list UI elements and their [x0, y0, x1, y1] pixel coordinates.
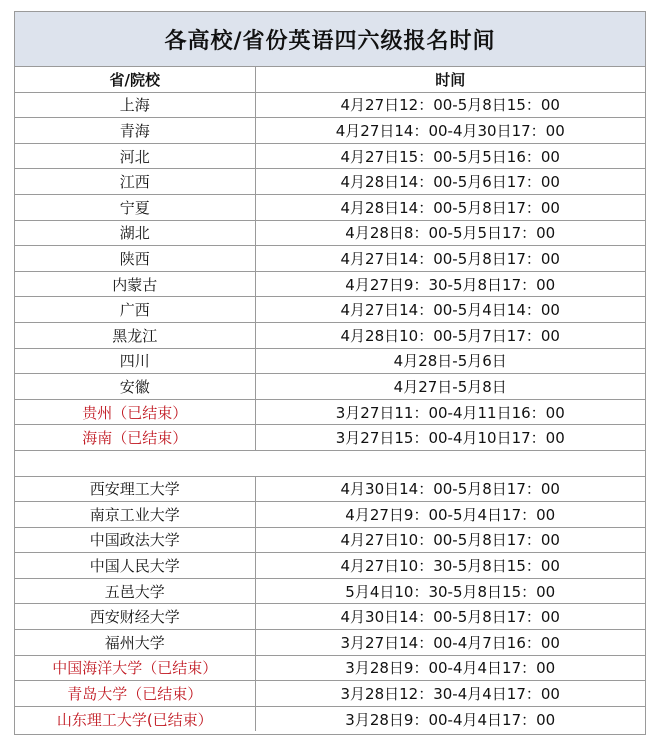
- time-cell: 3月28日9：00-4月4日17：00: [255, 706, 645, 731]
- region-cell: 宁夏: [15, 194, 255, 220]
- time-cell: 4月27日9：00-5月4日17：00: [255, 502, 645, 528]
- table-row: [15, 169, 645, 195]
- region-cell: 内蒙古: [15, 271, 255, 297]
- time-cell: 3月27日15：00-4月10日17：00: [255, 425, 645, 451]
- table-row: [15, 322, 645, 348]
- time-cell: 3月28日9：00-4月4日17：00: [255, 655, 645, 681]
- table-row: [15, 425, 645, 451]
- region-cell: 西安理工大学: [15, 476, 255, 502]
- region-cell: 中国海洋大学（已结束）: [15, 655, 255, 681]
- time-cell: 3月27日11：00-4月11日16：00: [255, 399, 645, 425]
- table-row: [15, 630, 645, 656]
- time-cell: 4月27日-5月8日: [255, 374, 645, 400]
- table-row: [15, 681, 645, 707]
- time-cell: 4月28日-5月6日: [255, 348, 645, 374]
- table-row: [15, 143, 645, 169]
- time-cell: 4月27日14：00-5月4日14：00: [255, 297, 645, 323]
- table-row: [15, 220, 645, 246]
- table-row: [15, 297, 645, 323]
- region-cell: 山东理工大学(已结束）: [15, 706, 255, 731]
- region-cell: 安徽: [15, 374, 255, 400]
- time-cell: 4月28日14：00-5月8日17：00: [255, 194, 645, 220]
- region-cell: 四川: [15, 348, 255, 374]
- region-cell: 上海: [15, 92, 255, 118]
- time-cell: 4月27日14：00-5月8日17：00: [255, 246, 645, 272]
- region-cell: 陕西: [15, 246, 255, 272]
- time-cell: 4月28日10：00-5月7日17：00: [255, 322, 645, 348]
- table-row: [15, 655, 645, 681]
- table-row: [15, 118, 645, 144]
- region-cell: 中国人民大学: [15, 553, 255, 579]
- time-cell: 4月28日8：00-5月5日17：00: [255, 220, 645, 246]
- table-body: [15, 67, 645, 731]
- time-cell: 4月27日15：00-5月5日16：00: [255, 143, 645, 169]
- table-row: [15, 553, 645, 579]
- section-divider-row: [15, 450, 645, 476]
- table-row: [15, 527, 645, 553]
- table-row: [15, 399, 645, 425]
- region-cell: 青海: [15, 118, 255, 144]
- region-cell: 黑龙江: [15, 322, 255, 348]
- time-cell: 3月28日12：30-4月4日17：00: [255, 681, 645, 707]
- region-cell: 广西: [15, 297, 255, 323]
- region-cell: 五邑大学: [15, 578, 255, 604]
- registration-table-sheet: [14, 11, 646, 735]
- table-row: [15, 374, 645, 400]
- time-cell: 4月27日12：00-5月8日15：00: [255, 92, 645, 118]
- time-cell: 4月28日14：00-5月6日17：00: [255, 169, 645, 195]
- table-row: [15, 194, 645, 220]
- time-cell: 3月27日14：00-4月7日16：00: [255, 630, 645, 656]
- region-cell: 青岛大学（已结束）: [15, 681, 255, 707]
- region-cell: 福州大学: [15, 630, 255, 656]
- column-header-time: 时间: [255, 67, 645, 92]
- page-title: 各高校/省份英语四六级报名时间: [15, 12, 645, 67]
- time-cell: 4月30日14：00-5月8日17：00: [255, 476, 645, 502]
- table-row: [15, 706, 645, 731]
- column-header-region: 省/院校: [15, 67, 255, 92]
- region-cell: 南京工业大学: [15, 502, 255, 528]
- time-cell: 4月27日14：00-4月30日17：00: [255, 118, 645, 144]
- table-header-row: [15, 67, 645, 92]
- registration-table: [15, 67, 645, 731]
- region-cell: 湖北: [15, 220, 255, 246]
- region-cell: 河北: [15, 143, 255, 169]
- region-cell: 中国政法大学: [15, 527, 255, 553]
- region-cell: 江西: [15, 169, 255, 195]
- time-cell: 4月27日9：30-5月8日17：00: [255, 271, 645, 297]
- table-row: [15, 476, 645, 502]
- table-row: [15, 271, 645, 297]
- time-cell: 4月27日10：30-5月8日15：00: [255, 553, 645, 579]
- region-cell: 贵州（已结束）: [15, 399, 255, 425]
- empty-cell: [15, 450, 645, 476]
- time-cell: 4月30日14：00-5月8日17：00: [255, 604, 645, 630]
- table-row: [15, 92, 645, 118]
- table-row: [15, 578, 645, 604]
- table-row: [15, 246, 645, 272]
- table-row: [15, 502, 645, 528]
- time-cell: 5月4日10：30-5月8日15：00: [255, 578, 645, 604]
- table-row: [15, 604, 645, 630]
- time-cell: 4月27日10：00-5月8日17：00: [255, 527, 645, 553]
- table-row: [15, 348, 645, 374]
- region-cell: 西安财经大学: [15, 604, 255, 630]
- region-cell: 海南（已结束）: [15, 425, 255, 451]
